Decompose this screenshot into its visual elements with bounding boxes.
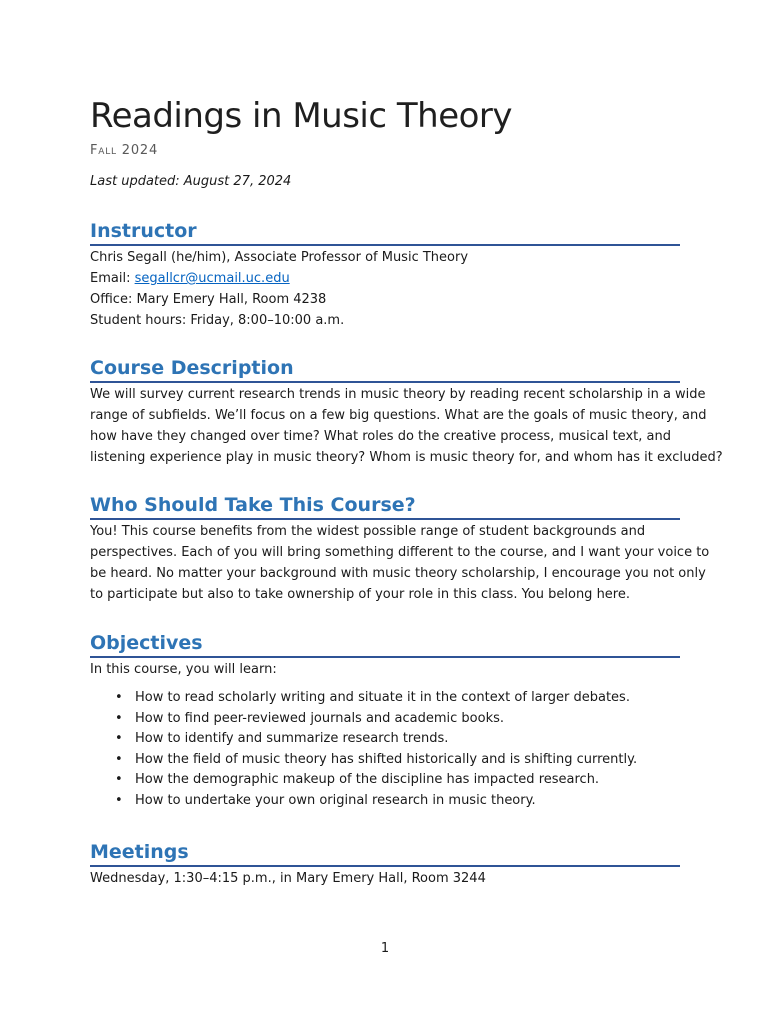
list-item <box>90 750 680 771</box>
page-number: 1 <box>380 941 390 956</box>
meetings-heading: Meetings <box>90 839 680 867</box>
list-item-text: How to undertake your own original research in music theory. <box>135 792 536 808</box>
list-item-text: How to find peer-reviewed journals and academic books. <box>135 710 505 726</box>
email-label: Email: <box>90 271 135 286</box>
bullet-icon: • <box>115 751 123 767</box>
list-item <box>90 729 680 750</box>
instructor-section <box>90 218 680 331</box>
description-heading: Course Description <box>90 355 680 383</box>
list-item <box>90 791 680 812</box>
list-item <box>90 770 680 791</box>
list-item-text: How the field of music theory has shifted historically and is shifting currently. <box>135 751 638 767</box>
list-item-text: How to read scholarly writing and situate it in the context of larger debates. <box>135 690 630 705</box>
objectives-heading: Objectives <box>90 630 680 658</box>
last-updated-note: Last updated: August 27, 2024 <box>90 174 292 189</box>
who-line: You! This course benefits from the widest possible range of student backgrounds and <box>90 524 646 539</box>
meetings-text: Wednesday, 1:30–4:15 p.m., in Mary Emery Hall, Room 3244 <box>90 871 486 886</box>
list-item <box>90 688 680 709</box>
bullet-icon: • <box>115 690 123 705</box>
description-line: how have they changed over time? What roles do the creative process, musical text, and <box>90 429 671 444</box>
list-item-text: How the demographic makeup of the discipline has impacted research. <box>135 772 600 787</box>
bullet-icon: • <box>115 731 123 746</box>
term-subtitle: Fall 2024 <box>90 143 159 158</box>
meetings-section <box>90 839 680 889</box>
who-line: to participate but also to take ownership of your role in this class. You belong here. <box>90 587 630 602</box>
description-line: range of subfields. We’ll focus on a few big questions. What are the goals of music theory, and <box>90 408 707 423</box>
page-title: Readings in Music Theory <box>90 96 513 136</box>
who-section <box>90 492 710 605</box>
instructor-office: Office: Mary Emery Hall, Room 4238 <box>90 292 327 307</box>
instructor-heading: Instructor <box>90 218 680 246</box>
who-heading: Who Should Take This Course? <box>90 492 680 520</box>
list-item <box>90 709 680 730</box>
description-paragraph <box>90 384 723 468</box>
instructor-name: Chris Segall (he/him), Associate Professor of Music Theory <box>90 250 469 265</box>
bullet-icon: • <box>115 710 123 726</box>
description-section <box>90 355 723 468</box>
email-link[interactable]: segallcr@ucmail.uc.edu <box>134 271 290 286</box>
description-line: We will survey current research trends in music theory by reading recent scholarship in a wide <box>90 387 706 402</box>
who-paragraph <box>90 521 710 605</box>
objectives-section <box>90 630 680 811</box>
bullet-icon: • <box>115 772 123 787</box>
objectives-list <box>90 688 680 811</box>
description-line: listening experience play in music theory? Whom is music theory for, and whom has it excluded? <box>90 450 723 465</box>
instructor-hours: Student hours: Friday, 8:00–10:00 a.m. <box>90 313 345 328</box>
instructor-details <box>90 247 680 331</box>
who-line: be heard. No matter your background with music theory scholarship, I encourage you not only <box>90 566 706 581</box>
list-item-text: How to identify and summarize research trends. <box>135 731 449 746</box>
bullet-icon: • <box>115 792 123 808</box>
instructor-email-line <box>90 268 680 289</box>
who-line: perspectives. Each of you will bring something different to the course, and I want your voice to <box>90 545 710 560</box>
objectives-intro: In this course, you will learn: <box>90 662 277 677</box>
